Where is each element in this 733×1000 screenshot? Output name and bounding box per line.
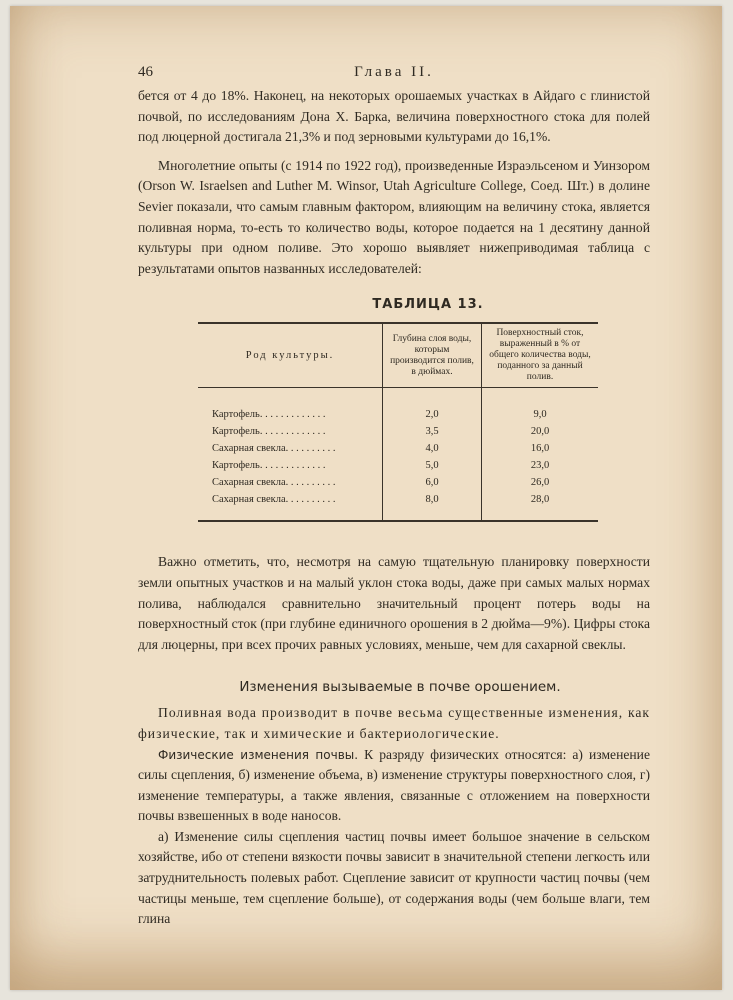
header-crop: Род культуры. [198,323,383,388]
paragraph-cohesion: а) Изменение силы сцепления частиц почвы имеет большое значение в сельском хозяйстве, ибо от степени вязкости почвы зависит в значительной степени легкость или затруднительность полевых работ. Сцепление зависит от крупности частиц почвы (чем частицы меньше, тем сцепление больше), от содержания воды (чем больше влаги, тем глина [138,828,650,927]
run-in-heading: Физические изменения почвы. [158,747,359,762]
header-runoff: Поверхностный сток, выраженный в % от общего количества воды, поданного за данный полив. [482,323,599,388]
cell-runoff: 9,0 [482,406,599,423]
cell-runoff: 23,0 [482,457,599,474]
chapter-heading: Глава II. [354,64,434,80]
running-head [138,64,650,86]
header-depth: Глубина слоя воды, которым производится полив, в дюймах. [383,323,482,388]
table-title: ТАБЛИЦА 13. [372,297,484,313]
table-row [198,491,598,508]
page-number: 46 [138,64,153,80]
table-bottom-rule [198,508,598,521]
cell-depth: 2,0 [383,406,482,423]
table-header-row [198,323,598,388]
cell-runoff: 28,0 [482,491,599,508]
physical-changes-text: К разряду физических относятся: а) изменение силы сцепления, б) изменение объема, в) изменение структуры поверхностного слоя, г) изменение температуры, а также явления, связанные с отложением на поверхности почвы взвешенных в воде наносов. [138,746,650,824]
page-content [138,64,650,930]
cell-runoff: 20,0 [482,423,599,440]
cell-depth: 3,5 [383,423,482,440]
paragraph-runoff-idaho: бется от 4 до 18%. Наконец, на некоторых орошаемых участках в Айдаго с глинистой почвой, по исследованиям Дона X. Барка, величина поверхностного стока для полей под люцерной достигала 21,3% и под зерновыми культурами до 16,1%. [138,88,650,145]
paragraph-israelsen-winsor: Многолетние опыты (с 1914 по 1922 год), произведенные Израэльсеном и Уинзором (Orson W. Israelsen and Luther M. Winsor, Utah Agriculture College, Соед. Шт.) в долине Sevier показали, что самым главным фактором, влияющим на величину стока, является поливная норма, то-есть то количество воды, которое подается на 1 десятину данной культуры при одном поливе. Это хорошо выявляет нижеприводимая таблица с результатами опытов названных исследователей: [138,157,650,276]
cell-depth: 8,0 [383,491,482,508]
cell-crop: Сахарная свекла. . . . . . . . . . [212,443,336,455]
cell-runoff: 16,0 [482,440,599,457]
cell-runoff: 26,0 [482,474,599,491]
section-heading: Изменения вызываемые в почве орошением. [239,679,561,696]
cell-crop: Сахарная свекла. . . . . . . . . . [212,494,336,506]
cell-crop: Картофель. . . . . . . . . . . . . [212,460,326,472]
cell-crop: Картофель. . . . . . . . . . . . . [212,426,326,438]
table-row [198,440,598,457]
cell-depth: 6,0 [383,474,482,491]
cell-crop: Картофель. . . . . . . . . . . . . [212,409,326,421]
table-row [198,423,598,440]
table-row [198,457,598,474]
cell-depth: 5,0 [383,457,482,474]
paragraph-physical-changes [138,745,650,827]
book-page [10,6,722,990]
table-spacer [198,388,598,407]
paragraph-runoff-loss: Важно отметить, что, несмотря на самую тщательную планировку поверхности земли опытных участков и на малый уклон стока воды, даже при самых малых нормах полива, наблюдался сравнительно значительный процент потерь воды на поверхностный сток (при глубине единичного орошения в 2 дюйма—9%). Цифры стока для люцерны, при всех прочих равных условиях, меньше, чем для сахарной свеклы. [138,554,650,652]
cell-crop: Сахарная свекла. . . . . . . . . . [212,477,336,489]
table-row [198,474,598,491]
table-row [198,406,598,423]
runoff-table [198,322,598,522]
cell-depth: 4,0 [383,440,482,457]
paragraph-irrigation-changes: Поливная вода производит в почве весьма существенные изменения, как физические, так и химические и бактериологические. [138,705,650,741]
